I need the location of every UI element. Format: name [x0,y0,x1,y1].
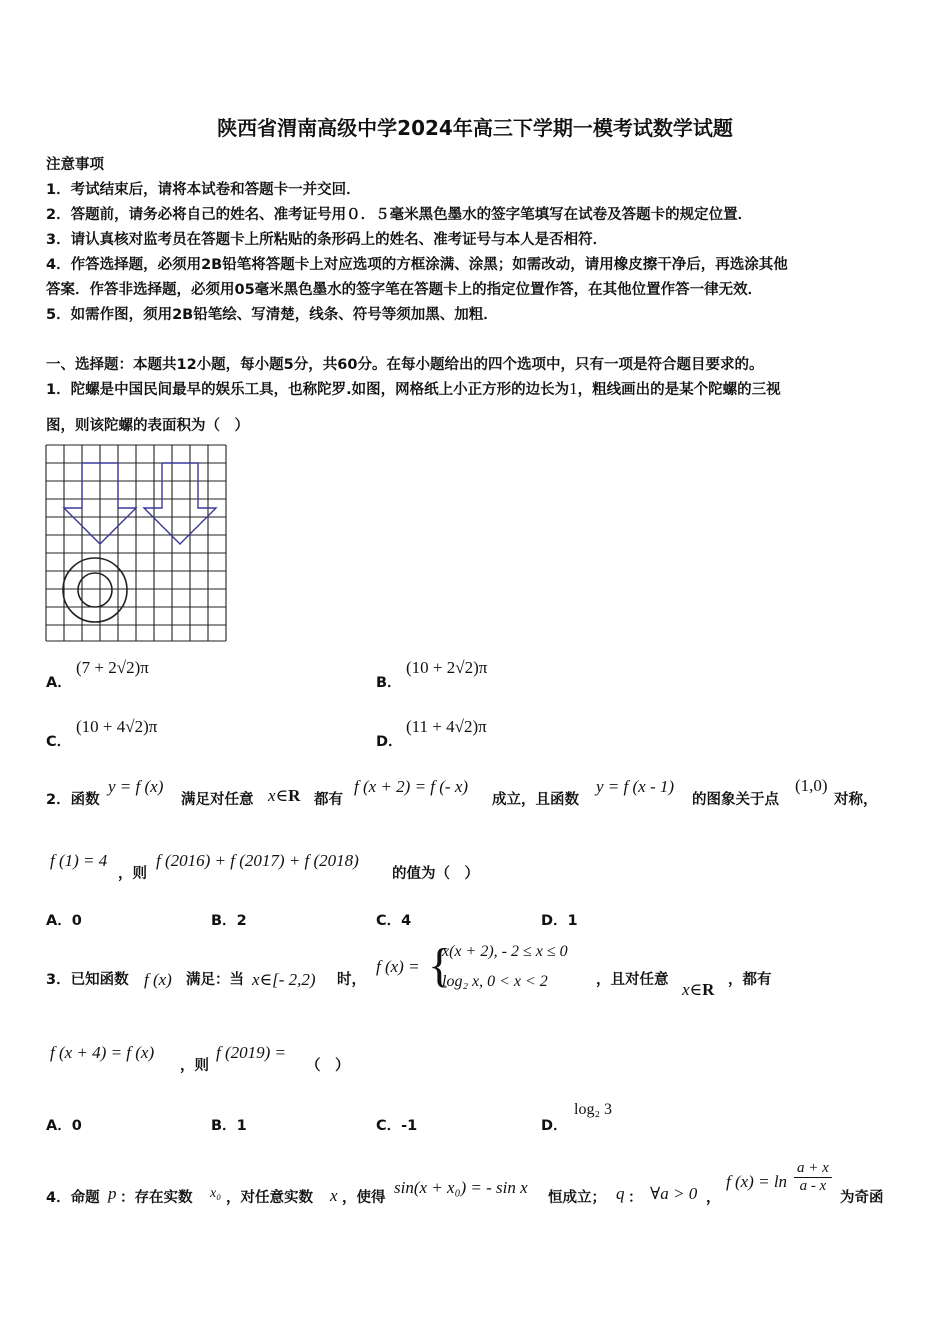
section-heading: 一、选择题：本题共12小题，每小题5分，共60分。在每小题给出的四个选项中，只有一项是符合题目要求的。 [46,357,764,373]
math-expr: f (x) = [376,957,420,976]
option-label: B．1 [211,1118,247,1134]
notice-item: 4．作答选择题，必须用2B铅笔将答题卡上对应选项的方框涂满、涂黑；如需改动，请用橡皮擦干净后，再选涂其他 [46,257,788,273]
option-label: C． [46,734,72,750]
question-3-text: 满足：当 [186,972,244,988]
math-expr: f (x) [144,970,172,989]
notice-item: 3．请认真核对监考员在答题卡上所粘贴的条形码上的姓名、准考证号与本人是否相符． [46,232,608,248]
page-title: 陕西省渭南高级中学2024年高三下学期一模考试数学试题 [217,116,733,140]
question-1-text: 1．陀螺是中国民间最早的娱乐工具，也称陀罗.如图，网格纸上小正方形的边长为1，粗线画出的是某个陀螺的三视 [46,379,781,398]
option-expr: (10 + 2√2)π [406,658,488,677]
option-expr: (10 + 4√2)π [76,717,158,736]
fraction: $\frac{a + x}{a - x}$ [794,1160,832,1195]
question-2-text: 对称， [834,792,878,808]
option-label: B．2 [211,913,247,929]
option-label: D． [376,734,403,750]
math-expr: f (x) = ln [726,1172,788,1191]
math-expr: y = f (x - 1) [596,777,675,796]
math-expr: p [108,1184,117,1203]
question-4-text: 恒成立； [548,1190,606,1206]
question-2-text: 都有 [314,792,343,808]
option-expr: (7 + 2√2)π [76,658,149,677]
option-label: A．0 [46,1118,82,1134]
option-label: A． [46,675,72,691]
option-label: B． [376,675,402,691]
math-expr: f (2016) + f (2017) + f (2018) [156,851,359,870]
notice-item: 1．考试结束后，请将本试卷和答题卡一并交回． [46,182,361,198]
option-label: D． [541,1118,568,1134]
math-expr: f (2019) = [216,1043,287,1062]
question-1-text: 图，则该陀螺的表面积为（ ） [46,418,249,434]
question-2-text: 2．函数 [46,792,100,808]
math-expr: f (1) = 4 [50,851,108,870]
math-expr: (1,0) [795,776,828,795]
math-expr: f (x + 4) = f (x) [50,1043,155,1062]
question-4-text: ： [628,1190,643,1206]
notice-item: 答案．作答非选择题，必须用05毫米黑色墨水的签字笔在答题卡上的指定位置作答，在其他位置作答一律无效． [46,282,763,298]
question-3-text: （ ） [306,1058,350,1074]
question-4-text: ：存在实数 [120,1190,193,1206]
piecewise-case: x(x + 2), - 2 ≤ x ≤ 0 [442,943,568,960]
math-expr: sin(x + x₀) = - sin x [394,1178,528,1197]
question-4-text: ，对任意实数 [226,1190,313,1206]
math-expr: q [616,1184,625,1203]
question-3-text: ，都有 [728,972,772,988]
question-2-text: 的图象关于点 [692,792,779,808]
math-expr: x∈R [682,980,715,999]
notice-item: 5．如需作图，须用2B铅笔绘、写清楚，线条、符号等须加黑、加粗． [46,307,498,323]
math-expr: y = f (x) [108,777,164,796]
piecewise-case: log₂ x, 0 < x < 2 [442,973,548,990]
piecewise-brace: { [428,939,452,992]
option-label: C．4 [376,913,412,929]
question-3-text: 时， [337,972,366,988]
question-2-text: 满足对任意 [181,792,254,808]
math-expr: x∈R [268,786,301,805]
option-label: C．-1 [376,1118,418,1134]
math-expr: ∀a > 0 [650,1184,698,1203]
question-2-text: 成立，且函数 [492,792,579,808]
math-expr: x∈[- 2,2) [252,970,316,989]
question-4-text: ， [706,1190,721,1206]
notice-heading: 注意事项 [46,157,104,173]
notice-item: 2．答题前，请务必将自己的姓名、准考证号用０．５毫米黑色墨水的签字笔填写在试卷及答题卡的规定位置． [46,207,753,223]
question-3-text: ，则 [180,1058,209,1074]
option-label: D．1 [541,913,578,929]
option-expr: log₂ 3 [574,1101,613,1118]
math-expr: f (x + 2) = f (- x) [354,777,469,796]
question-4-text: 为奇函 [840,1190,884,1206]
question-3-text: ，且对任意 [596,972,669,988]
three-view-figure [44,443,230,645]
math-expr: x [330,1186,338,1205]
question-4-text: 4．命题 [46,1190,100,1206]
question-4-text: ，使得 [342,1190,386,1206]
question-3-text: 3．已知函数 [46,972,129,988]
question-2-text: ，则 [118,866,147,882]
option-label: A．0 [46,913,82,929]
math-expr: x₀ [210,1186,222,1201]
question-2-text: 的值为（ ） [392,866,479,882]
option-expr: (11 + 4√2)π [406,717,487,736]
